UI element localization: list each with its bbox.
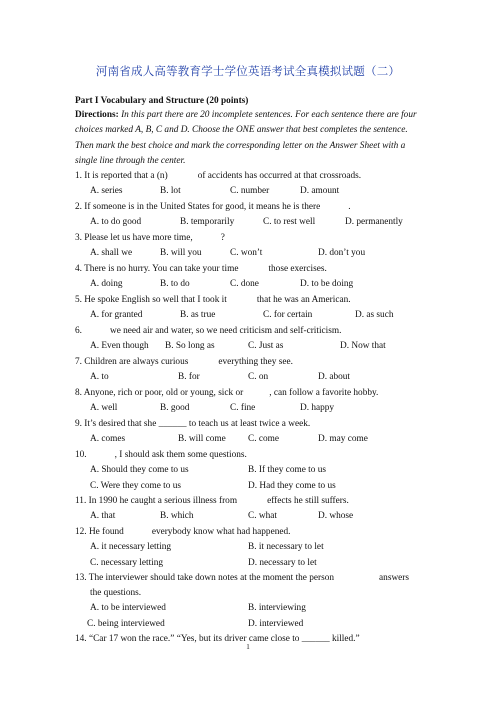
option[interactable]: C. won’t	[230, 248, 263, 258]
question-stem: 8. Anyone, rich or poor, old or young, sick or , can follow a favorite hobby.	[75, 388, 379, 398]
option[interactable]: D. to be doing	[300, 279, 354, 289]
option[interactable]: C. fine	[230, 403, 256, 413]
question-stem: 1. It is reported that a (n) of accidents has occurred at that crossroads.	[75, 171, 362, 181]
question-stem: 12. He found everybody know what had happened.	[75, 527, 291, 537]
option[interactable]: C. being interviewed	[87, 619, 165, 629]
option[interactable]: D. amount	[300, 186, 340, 196]
option[interactable]: D. Now that	[340, 341, 386, 351]
option[interactable]: D. may come	[318, 434, 368, 444]
option[interactable]: C. come	[248, 434, 279, 444]
option[interactable]: D. interviewed	[248, 619, 304, 629]
option[interactable]: C. done	[230, 279, 259, 289]
option[interactable]: B. to do	[160, 279, 190, 289]
option[interactable]: A. to be interviewed	[90, 603, 166, 613]
question-stem-continuation: the questions.	[90, 588, 142, 598]
option[interactable]: B. temporarily	[180, 217, 235, 227]
option[interactable]: B. for	[178, 372, 200, 382]
option[interactable]: D. happy	[300, 403, 335, 413]
option[interactable]: D. Had they come to us	[248, 481, 336, 491]
option[interactable]: A. to	[90, 372, 109, 382]
option[interactable]: B. which	[160, 511, 194, 521]
directions-label: Directions:	[75, 110, 119, 120]
option[interactable]: C. what	[248, 511, 277, 521]
option[interactable]: B. So long as	[165, 341, 215, 351]
question-stem: 2. If someone is in the United States for good, it means he is there .	[75, 202, 351, 212]
option[interactable]: B. good	[160, 403, 190, 413]
directions-text: In this part there are 20 incomplete sentences. For each sentence there are four choices marked A, B, C and D. Choose the ONE answer that best completes the sentence. Then mark the best choice and mark the corresponding letter on the Answer Sheet with a single line through the center.	[75, 110, 417, 166]
option[interactable]: B. will come	[178, 434, 226, 444]
option[interactable]: C. Were they come to us	[90, 481, 181, 491]
question-stem: 3. Please let us have more time, ?	[75, 233, 225, 243]
option[interactable]: C. necessary letting	[90, 558, 164, 568]
option[interactable]: C. number	[230, 186, 270, 196]
question-stem: 4. There is no hurry. You can take your time those exercises.	[75, 264, 327, 274]
option[interactable]: A. comes	[90, 434, 126, 444]
option[interactable]: A. Even though	[90, 341, 149, 351]
option[interactable]: C. for certain	[263, 310, 313, 320]
option[interactable]: A. to do good	[90, 217, 142, 227]
option[interactable]: B. lot	[160, 186, 181, 196]
option[interactable]: D. about	[318, 372, 351, 382]
option[interactable]: B. will you	[160, 248, 202, 258]
option[interactable]: D. necessary to let	[248, 558, 317, 568]
option[interactable]: D. don’t you	[318, 248, 366, 258]
option[interactable]: A. it necessary letting	[90, 542, 172, 552]
option[interactable]: B. If they come to us	[248, 465, 326, 475]
option[interactable]: C. Just as	[248, 341, 284, 351]
option[interactable]: B. as true	[180, 310, 216, 320]
question-stem: 9. It’s desired that she ______ to teach us at least twice a week.	[75, 419, 311, 429]
question-stem: 13. The interviewer should take down notes at the moment the person answers	[75, 573, 409, 583]
question-stem: 11. In 1990 he caught a serious illness from effects he still suffers.	[75, 496, 349, 506]
option[interactable]: A. for granted	[90, 310, 143, 320]
option[interactable]: A. well	[90, 403, 118, 413]
option[interactable]: C. to rest well	[263, 217, 316, 227]
question-stem: 6. we need air and water, so we need criticism and self-criticism.	[75, 326, 342, 336]
option[interactable]: B. it necessary to let	[248, 542, 324, 552]
page-title: 河南省成人高等教育学士学位英语考试全真模拟试题（二）	[95, 66, 401, 78]
page-number: 1	[246, 643, 250, 651]
option[interactable]: D. whose	[318, 511, 354, 521]
question-stem: 10. , I should ask them some questions.	[75, 450, 247, 460]
option[interactable]: A. shall we	[90, 248, 133, 258]
question-stem: 14. “Car 17 won the race.” “Yes, but its driver came close to ______ killed.”	[75, 634, 360, 644]
option[interactable]: A. Should they come to us	[90, 465, 189, 475]
question-stem: 7. Children are always curious everything they see.	[75, 357, 293, 367]
option[interactable]: D. as such	[355, 310, 394, 320]
option[interactable]: C. on	[248, 372, 269, 382]
option[interactable]: B. interviewing	[248, 603, 306, 613]
directions-paragraph	[75, 108, 427, 169]
option[interactable]: A. doing	[90, 279, 123, 289]
option[interactable]: A. that	[90, 511, 116, 521]
option[interactable]: D. permanently	[345, 217, 403, 227]
option[interactable]: A. series	[90, 186, 123, 196]
question-stem: 5. He spoke English so well that I took it that he was an American.	[75, 295, 351, 305]
section-heading: Part I Vocabulary and Structure (20 points)	[75, 96, 249, 106]
